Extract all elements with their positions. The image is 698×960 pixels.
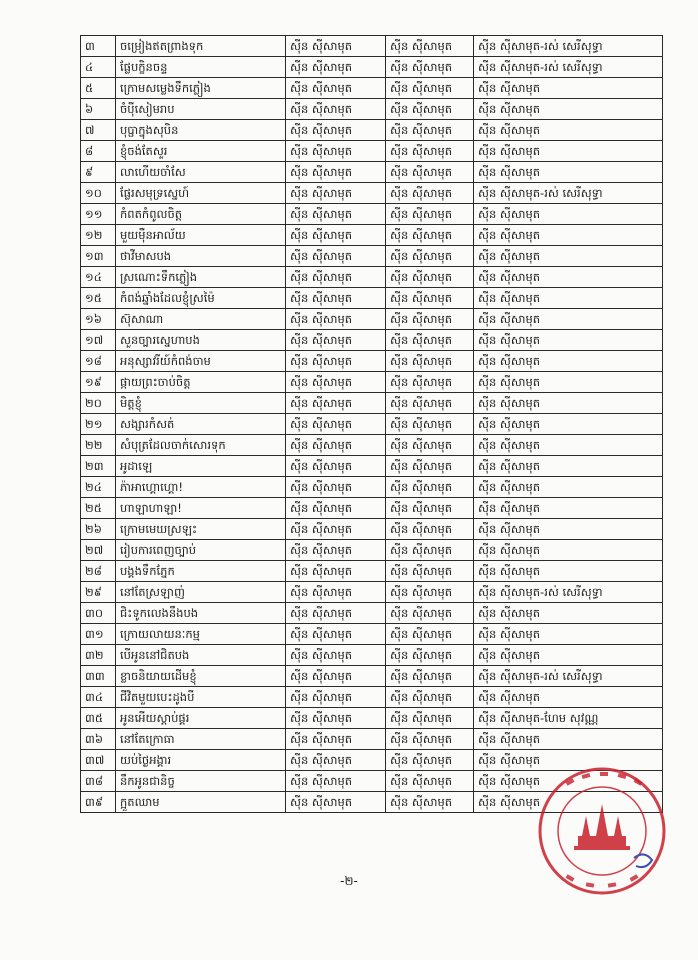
cell-number: ២៥ xyxy=(81,498,116,519)
table-row xyxy=(81,330,663,351)
cell-number: ២៩ xyxy=(81,582,116,603)
cell-singer: ស៊ីន ស៊ីសាមុត xyxy=(474,498,663,519)
cell-singer: ស៊ីន ស៊ីសាមុត-រស់ សេរីសុទ្ធា xyxy=(474,666,663,687)
cell-number: ១០ xyxy=(81,183,116,204)
cell-singer: ស៊ីន ស៊ីសាមុត xyxy=(474,330,663,351)
cell-lyricist: ស៊ីន ស៊ីសាមុត xyxy=(386,141,474,162)
cell-composer: ស៊ីន ស៊ីសាមុត xyxy=(286,351,386,372)
cell-composer: ស៊ីន ស៊ីសាមុត xyxy=(286,99,386,120)
cell-singer: ស៊ីន ស៊ីសាមុត xyxy=(474,309,663,330)
cell-number: ២៣ xyxy=(81,456,116,477)
cell-number: ៥ xyxy=(81,78,116,99)
table-row xyxy=(81,582,663,603)
table-row xyxy=(81,687,663,708)
cell-song-title: ជីវិតមួយបេះដូងបី xyxy=(116,687,286,708)
cell-singer: ស៊ីន ស៊ីសាមុត xyxy=(474,351,663,372)
cell-song-title: ផ្លែរសមុទ្រស្នេហ៍ xyxy=(116,183,286,204)
cell-singer: ស៊ីន ស៊ីសាមុត xyxy=(474,141,663,162)
cell-lyricist: ស៊ីន ស៊ីសាមុត xyxy=(386,750,474,771)
cell-composer: ស៊ីន ស៊ីសាមុត xyxy=(286,57,386,78)
cell-singer: ស៊ីន ស៊ីសាមុត xyxy=(474,78,663,99)
table-row xyxy=(81,477,663,498)
cell-lyricist: ស៊ីន ស៊ីសាមុត xyxy=(386,771,474,792)
table-row xyxy=(81,141,663,162)
cell-composer: ស៊ីន ស៊ីសាមុត xyxy=(286,204,386,225)
cell-number: ៣ xyxy=(81,36,116,57)
table-row xyxy=(81,456,663,477)
cell-lyricist: ស៊ីន ស៊ីសាមុត xyxy=(386,582,474,603)
cell-composer: ស៊ីន ស៊ីសាមុត xyxy=(286,645,386,666)
cell-composer: ស៊ីន ស៊ីសាមុត xyxy=(286,183,386,204)
cell-number: ១២ xyxy=(81,225,116,246)
cell-composer: ស៊ីន ស៊ីសាមុត xyxy=(286,246,386,267)
cell-singer: ស៊ីន ស៊ីសាមុត xyxy=(474,561,663,582)
cell-number: ១១ xyxy=(81,204,116,225)
cell-singer: ស៊ីន ស៊ីសាមុត xyxy=(474,393,663,414)
cell-number: ៣៨ xyxy=(81,771,116,792)
cell-song-title: អូដាឡេ xyxy=(116,456,286,477)
cell-composer: ស៊ីន ស៊ីសាមុត xyxy=(286,477,386,498)
table-row xyxy=(81,498,663,519)
cell-song-title: អនុស្សាវរីយ៍កំពង់ចាម xyxy=(116,351,286,372)
cell-composer: ស៊ីន ស៊ីសាមុត xyxy=(286,162,386,183)
cell-singer: ស៊ីន ស៊ីសាមុត xyxy=(474,120,663,141)
cell-lyricist: ស៊ីន ស៊ីសាមុត xyxy=(386,477,474,498)
cell-composer: ស៊ីន ស៊ីសាមុត xyxy=(286,771,386,792)
cell-song-title: សំបុត្រដែលចាក់សោរទុក xyxy=(116,435,286,456)
cell-composer: ស៊ីន ស៊ីសាមុត xyxy=(286,330,386,351)
table-row xyxy=(81,372,663,393)
cell-number: ៣៧ xyxy=(81,750,116,771)
angkor-temple-seal-icon xyxy=(574,804,630,850)
cell-lyricist: ស៊ីន ស៊ីសាមុត xyxy=(386,456,474,477)
table-row xyxy=(81,351,663,372)
cell-composer: ស៊ីន ស៊ីសាមុត xyxy=(286,288,386,309)
cell-singer: ស៊ីន ស៊ីសាមុត-រស់ សេរីសុទ្ធា xyxy=(474,183,663,204)
cell-lyricist: ស៊ីន ស៊ីសាមុត xyxy=(386,183,474,204)
cell-singer: ស៊ីន ស៊ីសាមុត xyxy=(474,792,663,813)
cell-composer: ស៊ីន ស៊ីសាមុត xyxy=(286,708,386,729)
table-row xyxy=(81,540,663,561)
table-row xyxy=(81,309,663,330)
cell-lyricist: ស៊ីន ស៊ីសាមុត xyxy=(386,246,474,267)
cell-number: ២៤ xyxy=(81,477,116,498)
cell-lyricist: ស៊ីន ស៊ីសាមុត xyxy=(386,645,474,666)
cell-song-title: ថាវីមាសបង xyxy=(116,246,286,267)
table-row xyxy=(81,288,663,309)
cell-song-title: សង្សារកំសត់ xyxy=(116,414,286,435)
cell-composer: ស៊ីន ស៊ីសាមុត xyxy=(286,267,386,288)
cell-song-title: ខ្លាចនិយាយដើមខ្ញុំ xyxy=(116,666,286,687)
cell-lyricist: ស៊ីន ស៊ីសាមុត xyxy=(386,708,474,729)
cell-lyricist: ស៊ីន ស៊ីសាមុត xyxy=(386,393,474,414)
cell-composer: ស៊ីន ស៊ីសាមុត xyxy=(286,393,386,414)
cell-singer: ស៊ីន ស៊ីសាមុត xyxy=(474,225,663,246)
cell-number: ៨ xyxy=(81,141,116,162)
cell-song-title: នៅតែស្រឡាញ់ xyxy=(116,582,286,603)
table-body xyxy=(81,36,663,813)
cell-composer: ស៊ីន ស៊ីសាមុត xyxy=(286,519,386,540)
cell-song-title: ហាឡាហាឡា! xyxy=(116,498,286,519)
cell-singer: ស៊ីន ស៊ីសាមុត xyxy=(474,246,663,267)
cell-composer: ស៊ីន ស៊ីសាមុត xyxy=(286,414,386,435)
cell-composer: ស៊ីន ស៊ីសាមុត xyxy=(286,225,386,246)
cell-song-title: ក្រោមមេឃស្រឡះ xyxy=(116,519,286,540)
cell-number: ៣៩ xyxy=(81,792,116,813)
table-row xyxy=(81,204,663,225)
table-row xyxy=(81,225,663,246)
cell-lyricist: ស៊ីន ស៊ីសាមុត xyxy=(386,687,474,708)
cell-composer: ស៊ីន ស៊ីសាមុត xyxy=(286,729,386,750)
table-row xyxy=(81,78,663,99)
cell-singer: ស៊ីន ស៊ីសាមុត-ហែម សុវណ្ណ xyxy=(474,708,663,729)
cell-singer: ស៊ីន ស៊ីសាមុត xyxy=(474,771,663,792)
cell-number: ២៨ xyxy=(81,561,116,582)
cell-song-title: ក្រោមសម្លេងទឹកភ្លៀង xyxy=(116,78,286,99)
cell-song-title: នឹកអូនជានិច្ច xyxy=(116,771,286,792)
cell-number: ៣០ xyxy=(81,603,116,624)
cell-composer: ស៊ីន ស៊ីសាមុត xyxy=(286,120,386,141)
table-row xyxy=(81,57,663,78)
cell-singer: ស៊ីន ស៊ីសាមុត xyxy=(474,435,663,456)
table-row xyxy=(81,603,663,624)
cell-lyricist: ស៊ីន ស៊ីសាមុត xyxy=(386,519,474,540)
cell-number: ១៥ xyxy=(81,288,116,309)
cell-lyricist: ស៊ីន ស៊ីសាមុត xyxy=(386,372,474,393)
cell-lyricist: ស៊ីន ស៊ីសាមុត xyxy=(386,225,474,246)
cell-composer: ស៊ីន ស៊ីសាមុត xyxy=(286,435,386,456)
table-row xyxy=(81,36,663,57)
cell-singer: ស៊ីន ស៊ីសាមុត xyxy=(474,414,663,435)
cell-number: ៧ xyxy=(81,120,116,141)
cell-lyricist: ស៊ីន ស៊ីសាមុត xyxy=(386,540,474,561)
cell-composer: ស៊ីន ស៊ីសាមុត xyxy=(286,456,386,477)
cell-number: ៤ xyxy=(81,57,116,78)
cell-composer: ស៊ីន ស៊ីសាមុត xyxy=(286,498,386,519)
cell-singer: ស៊ីន ស៊ីសាមុត xyxy=(474,288,663,309)
cell-number: ២១ xyxy=(81,414,116,435)
cell-composer: ស៊ីន ស៊ីសាមុត xyxy=(286,36,386,57)
cell-singer: ស៊ីន ស៊ីសាមុត-រស់ សេរីសុទ្ធា xyxy=(474,36,663,57)
cell-song-title: ចំប៉ីសៀមរាប xyxy=(116,99,286,120)
table-row xyxy=(81,624,663,645)
cell-lyricist: ស៊ីន ស៊ីសាមុត xyxy=(386,729,474,750)
cell-number: ៣៤ xyxy=(81,687,116,708)
cell-singer: ស៊ីន ស៊ីសាមុត-រស់ សេរីសុទ្ធា xyxy=(474,582,663,603)
cell-singer: ស៊ីន ស៊ីសាមុត xyxy=(474,687,663,708)
table-row xyxy=(81,246,663,267)
cell-singer: ស៊ីន ស៊ីសាមុត xyxy=(474,99,663,120)
cell-song-title: ចម្រៀងឥតព្រាងទុក xyxy=(116,36,286,57)
cell-number: ១៧ xyxy=(81,330,116,351)
cell-lyricist: ស៊ីន ស៊ីសាមុត xyxy=(386,603,474,624)
cell-lyricist: ស៊ីន ស៊ីសាមុត xyxy=(386,435,474,456)
cell-number: ១៦ xyxy=(81,309,116,330)
cell-song-title: សួនច្បារស្នេហាបង xyxy=(116,330,286,351)
cell-singer: ស៊ីន ស៊ីសាមុត xyxy=(474,267,663,288)
table-row xyxy=(81,666,663,687)
cell-song-title: ភ៉ាអាហ្គោហ្គោ! xyxy=(116,477,286,498)
cell-song-title: ស៊ុសាណា xyxy=(116,309,286,330)
cell-number: ២៧ xyxy=(81,540,116,561)
table-row xyxy=(81,162,663,183)
cell-singer: ស៊ីន ស៊ីសាមុត xyxy=(474,162,663,183)
cell-song-title: មួយម៉ឺនអាល័យ xyxy=(116,225,286,246)
cell-lyricist: ស៊ីន ស៊ីសាមុត xyxy=(386,204,474,225)
cell-composer: ស៊ីន ស៊ីសាមុត xyxy=(286,540,386,561)
cell-lyricist: ស៊ីន ស៊ីសាមុត xyxy=(386,330,474,351)
cell-lyricist: ស៊ីន ស៊ីសាមុត xyxy=(386,57,474,78)
cell-song-title: កំពតកំពូលចិត្ត xyxy=(116,204,286,225)
cell-singer: ស៊ីន ស៊ីសាមុត xyxy=(474,624,663,645)
table-row xyxy=(81,99,663,120)
cell-composer: ស៊ីន ស៊ីសាមុត xyxy=(286,561,386,582)
cell-number: ៣៥ xyxy=(81,708,116,729)
cell-lyricist: ស៊ីន ស៊ីសាមុត xyxy=(386,414,474,435)
cell-number: ១៣ xyxy=(81,246,116,267)
cell-number: ១៩ xyxy=(81,372,116,393)
table-row xyxy=(81,729,663,750)
cell-singer: ស៊ីន ស៊ីសាមុត xyxy=(474,519,663,540)
cell-song-title: អូនអើយស្តាប់ផ្គរ xyxy=(116,708,286,729)
cell-lyricist: ស៊ីន ស៊ីសាមុត xyxy=(386,561,474,582)
cell-composer: ស៊ីន ស៊ីសាមុត xyxy=(286,750,386,771)
cell-lyricist: ស៊ីន ស៊ីសាមុត xyxy=(386,120,474,141)
cell-song-title: ក្រោយលាយនៈកម្ម xyxy=(116,624,286,645)
cell-number: ៣៦ xyxy=(81,729,116,750)
table-row xyxy=(81,519,663,540)
cell-singer: ស៊ីន ស៊ីសាមុត xyxy=(474,540,663,561)
cell-singer: ស៊ីន ស៊ីសាមុត xyxy=(474,477,663,498)
cell-song-title: កំពង់ឆ្នាំងដែលខ្ញុំស្រម៉ៃ xyxy=(116,288,286,309)
cell-song-title: ផ្លែបក្ខិនចន្ទ xyxy=(116,57,286,78)
cell-lyricist: ស៊ីន ស៊ីសាមុត xyxy=(386,36,474,57)
cell-lyricist: ស៊ីន ស៊ីសាមុត xyxy=(386,792,474,813)
table-row xyxy=(81,708,663,729)
cell-song-title: មិត្តខ្ញុំ xyxy=(116,393,286,414)
cell-song-title: ផ្កាយព្រះចាប់ចិត្ត xyxy=(116,372,286,393)
cell-composer: ស៊ីន ស៊ីសាមុត xyxy=(286,78,386,99)
official-stamp-icon xyxy=(516,766,678,896)
cell-lyricist: ស៊ីន ស៊ីសាមុត xyxy=(386,162,474,183)
cell-lyricist: ស៊ីន ស៊ីសាមុត xyxy=(386,309,474,330)
page-number: -២- xyxy=(340,874,358,888)
table-row xyxy=(81,414,663,435)
cell-composer: ស៊ីន ស៊ីសាមុត xyxy=(286,603,386,624)
cell-number: ១៨ xyxy=(81,351,116,372)
cell-number: ៣៣ xyxy=(81,666,116,687)
table-row xyxy=(81,645,663,666)
cell-number: ២៦ xyxy=(81,519,116,540)
cell-lyricist: ស៊ីន ស៊ីសាមុត xyxy=(386,267,474,288)
cell-song-title: យប់ថ្ងៃអង្គារ xyxy=(116,750,286,771)
cell-song-title: ក្អួតឈាម xyxy=(116,792,286,813)
cell-singer: ស៊ីន ស៊ីសាមុត xyxy=(474,645,663,666)
cell-composer: ស៊ីន ស៊ីសាមុត xyxy=(286,624,386,645)
cell-lyricist: ស៊ីន ស៊ីសាមុត xyxy=(386,288,474,309)
cell-singer: ស៊ីន ស៊ីសាមុត xyxy=(474,603,663,624)
cell-lyricist: ស៊ីន ស៊ីសាមុត xyxy=(386,351,474,372)
table-row xyxy=(81,435,663,456)
cell-composer: ស៊ីន ស៊ីសាមុត xyxy=(286,141,386,162)
cell-lyricist: ស៊ីន ស៊ីសាមុត xyxy=(386,498,474,519)
table-row xyxy=(81,183,663,204)
cell-number: ៦ xyxy=(81,99,116,120)
cell-song-title: បង្គងទឹកភ្នែក xyxy=(116,561,286,582)
cell-number: ៩ xyxy=(81,162,116,183)
cell-singer: ស៊ីន ស៊ីសាមុត xyxy=(474,729,663,750)
cell-singer: ស៊ីន ស៊ីសាមុត xyxy=(474,456,663,477)
cell-composer: ស៊ីន ស៊ីសាមុត xyxy=(286,582,386,603)
cell-lyricist: ស៊ីន ស៊ីសាមុត xyxy=(386,99,474,120)
cell-song-title: ស្រណោះទឹកភ្លៀង xyxy=(116,267,286,288)
cell-composer: ស៊ីន ស៊ីសាមុត xyxy=(286,309,386,330)
cell-number: ២០ xyxy=(81,393,116,414)
cell-singer: ស៊ីន ស៊ីសាមុត xyxy=(474,204,663,225)
cell-lyricist: ស៊ីន ស៊ីសាមុត xyxy=(386,624,474,645)
cell-number: ១៤ xyxy=(81,267,116,288)
cell-song-title: បើអូននៅជិតបង xyxy=(116,645,286,666)
table-row xyxy=(81,393,663,414)
cell-song-title: លាហើយចាំសែ xyxy=(116,162,286,183)
song-registry-table xyxy=(80,35,663,813)
cell-lyricist: ស៊ីន ស៊ីសាមុត xyxy=(386,666,474,687)
cell-number: ២២ xyxy=(81,435,116,456)
cell-number: ៣២ xyxy=(81,645,116,666)
cell-song-title: ជិះទូកលេងនឹងបង xyxy=(116,603,286,624)
cell-composer: ស៊ីន ស៊ីសាមុត xyxy=(286,666,386,687)
table-row xyxy=(81,120,663,141)
cell-composer: ស៊ីន ស៊ីសាមុត xyxy=(286,687,386,708)
cell-song-title: បុប្ផាក្នុងសុបិន xyxy=(116,120,286,141)
cell-composer: ស៊ីន ស៊ីសាមុត xyxy=(286,372,386,393)
cell-singer: ស៊ីន ស៊ីសាមុត xyxy=(474,372,663,393)
cell-lyricist: ស៊ីន ស៊ីសាមុត xyxy=(386,78,474,99)
cell-song-title: រៀបការពេញច្បាប់ xyxy=(116,540,286,561)
cell-number: ៣១ xyxy=(81,624,116,645)
cell-singer: ស៊ីន ស៊ីសាមុត xyxy=(474,750,663,771)
cell-song-title: ខ្ញុំចង់តែសួរ xyxy=(116,141,286,162)
cell-singer: ស៊ីន ស៊ីសាមុត-រស់ សេរីសុទ្ធា xyxy=(474,57,663,78)
cell-composer: ស៊ីន ស៊ីសាមុត xyxy=(286,792,386,813)
table-row xyxy=(81,267,663,288)
cell-song-title: នៅតែក្រោធា xyxy=(116,729,286,750)
table-row xyxy=(81,561,663,582)
